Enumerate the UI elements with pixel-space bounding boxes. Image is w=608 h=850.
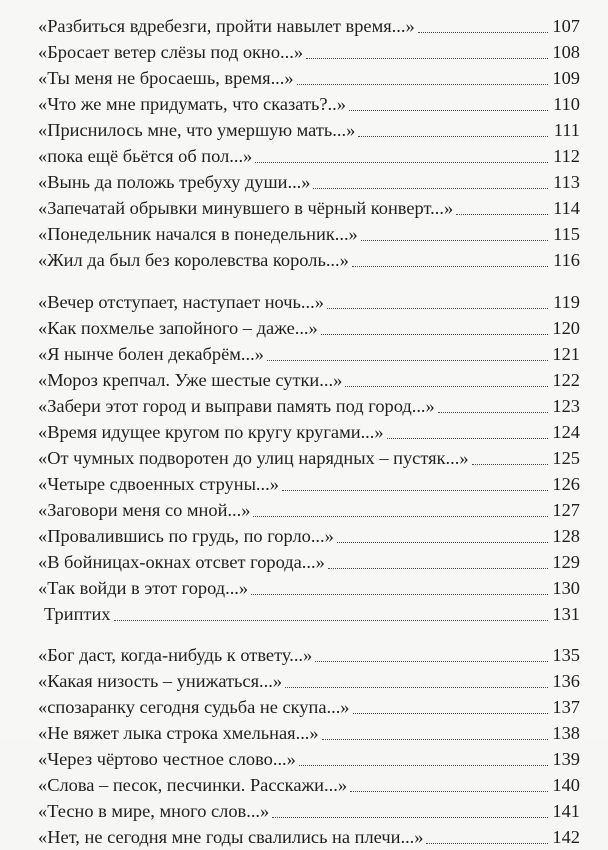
toc-entry-title: «Тесно в мире, много слов...» [38, 801, 270, 821]
toc-entry[interactable] [38, 445, 580, 471]
toc-entry[interactable] [38, 668, 580, 694]
toc-entry-page: 110 [553, 94, 580, 114]
toc-entry-title: «От чумных подворотен до улиц нарядных – пустяк...» [38, 448, 469, 468]
toc-entry-title: «Разбиться вдребезги, пройти навылет время...» [38, 16, 415, 36]
toc-entry-page: 107 [552, 16, 580, 36]
toc-entry[interactable] [38, 549, 580, 575]
toc-entry-title: «спозаранку сегодня судьба не скупа...» [38, 697, 350, 717]
group-spacer [38, 627, 580, 642]
dot-leader [297, 84, 548, 85]
toc-entry[interactable] [38, 143, 580, 169]
toc-entry-title: «Так войди в этот город...» [38, 578, 249, 598]
toc-entry-page: 122 [552, 370, 580, 390]
dot-leader [313, 188, 548, 189]
toc-entry-page: 127 [552, 500, 580, 520]
dot-leader [114, 620, 549, 621]
toc-entry-page: 142 [552, 827, 580, 847]
toc-entry[interactable] [38, 13, 580, 39]
toc-entry-title: «Вынь да положь требуху души...» [38, 172, 311, 192]
toc-entry-page: 120 [552, 318, 580, 338]
toc-entry-title: «Вечер отступает, наступает ночь...» [38, 292, 324, 312]
dot-leader [418, 32, 548, 33]
dot-leader [361, 240, 548, 241]
dot-leader [272, 817, 548, 818]
toc-group-1 [38, 13, 580, 273]
toc-entry-page: 138 [552, 723, 580, 743]
toc-entry[interactable] [38, 65, 580, 91]
toc-entry-page: 141 [552, 801, 580, 821]
dot-leader [345, 386, 548, 387]
dot-leader [349, 110, 548, 111]
toc-entry-title: «пока ещё бьётся об пол...» [38, 146, 253, 166]
toc-entry-title: «В бойницах-окнах отсвет города...» [38, 552, 325, 572]
dot-leader [353, 713, 549, 714]
toc-entry-page: 121 [552, 344, 580, 364]
toc-entry-title: «Нет, не сегодня мне годы свалились на плечи...» [38, 827, 424, 847]
toc-entry-title: «Жил да был без королевства король...» [38, 250, 349, 270]
toc-entry-page: 114 [553, 198, 580, 218]
toc-entry-page: 126 [552, 474, 580, 494]
toc-entry-title: «Я нынче болен декабрём...» [38, 344, 264, 364]
toc-entry[interactable] [38, 393, 580, 419]
toc-entry[interactable] [38, 195, 580, 221]
toc-entry-title: «Слова – песок, песчинки. Расскажи...» [38, 775, 348, 795]
toc-entry[interactable] [38, 419, 580, 445]
toc-entry-page: 109 [552, 68, 580, 88]
toc-entry-title: «Провалившись по грудь, по горло...» [38, 526, 334, 546]
toc-entry-page: 130 [552, 578, 580, 598]
dot-leader [253, 516, 548, 517]
toc-entry[interactable] [38, 471, 580, 497]
toc-entry-title: «Приснилось мне, что умершую мать...» [38, 120, 356, 140]
toc-entry[interactable] [38, 169, 580, 195]
dot-leader [285, 687, 548, 688]
toc-entry-page: 136 [552, 671, 580, 691]
toc-entry-page: 113 [553, 172, 580, 192]
dot-leader [255, 162, 548, 163]
toc-entry-title: «Бог даст, когда-нибудь к ответу...» [38, 645, 313, 665]
toc-entry-title: «Время идущее кругом по кругу кругами...» [38, 422, 384, 442]
toc-entry-title: «Через чёртово честное слово...» [38, 749, 296, 769]
toc-entry[interactable] [38, 772, 580, 798]
toc-entry-page: 115 [553, 224, 580, 244]
dot-leader [472, 464, 548, 465]
toc-entry-page: 116 [553, 250, 580, 270]
toc-entry[interactable] [38, 746, 580, 772]
toc-group-3 [38, 642, 580, 850]
toc-entry-title: «Не вяжет лыка строка хмельная...» [38, 723, 319, 743]
toc-entry-page: 137 [552, 697, 580, 717]
table-of-contents [38, 13, 580, 850]
dot-leader [327, 308, 548, 309]
toc-entry[interactable] [38, 575, 580, 601]
dot-leader [328, 568, 548, 569]
toc-entry[interactable] [38, 247, 580, 273]
toc-entry-title: «Четыре сдвоенных струны...» [38, 474, 279, 494]
toc-entry-page: 128 [552, 526, 580, 546]
toc-entry[interactable] [38, 117, 580, 143]
dot-leader [315, 661, 548, 662]
toc-entry[interactable] [38, 315, 580, 341]
dot-leader [337, 542, 548, 543]
toc-entry[interactable] [38, 601, 580, 627]
dot-leader [306, 58, 548, 59]
toc-group-2 [38, 289, 580, 627]
toc-entry-title: «Ты меня не бросаешь, время...» [38, 68, 294, 88]
toc-entry[interactable] [38, 497, 580, 523]
toc-entry[interactable] [38, 39, 580, 65]
toc-entry[interactable] [38, 289, 580, 315]
toc-entry-title: «Как похмелье запойного – даже...» [38, 318, 318, 338]
toc-entry[interactable] [38, 694, 580, 720]
toc-entry[interactable] [38, 341, 580, 367]
toc-entry-title: «Бросает ветер слёзы под окно...» [38, 42, 304, 62]
toc-entry-page: 135 [552, 645, 580, 665]
toc-entry[interactable] [38, 642, 580, 668]
toc-entry-title: «Запечатай обрывки минувшего в чёрный конверт...» [38, 198, 454, 218]
toc-entry-title: «Забери этот город и выправи память под город...» [38, 396, 435, 416]
toc-entry-title: «Мороз крепчал. Уже шестые сутки...» [38, 370, 343, 390]
toc-entry-title: «Заговори меня со мной...» [38, 500, 251, 520]
dot-leader [426, 843, 548, 844]
toc-entry-title: «Понедельник начался в понедельник...» [38, 224, 358, 244]
group-spacer [38, 273, 580, 289]
toc-entry-page: 123 [552, 396, 580, 416]
toc-entry-page: 125 [552, 448, 580, 468]
dot-leader [358, 136, 548, 137]
toc-entry[interactable] [38, 523, 580, 549]
dot-leader [267, 360, 548, 361]
toc-entry-page: 139 [552, 749, 580, 769]
dot-leader [438, 412, 548, 413]
toc-entry-title: «Какая низость – унижаться...» [38, 671, 283, 691]
toc-entry-page: 140 [552, 775, 580, 795]
dot-leader [352, 266, 548, 267]
dot-leader [321, 334, 548, 335]
dot-leader [251, 594, 548, 595]
toc-entry-page: 124 [552, 422, 580, 442]
toc-entry-page: 131 [552, 604, 580, 624]
toc-entry-page: 111 [553, 120, 580, 140]
dot-leader [350, 791, 548, 792]
toc-entry[interactable] [38, 221, 580, 247]
toc-entry[interactable] [38, 720, 580, 746]
dot-leader [282, 490, 548, 491]
dot-leader [387, 438, 548, 439]
toc-entry[interactable] [38, 824, 580, 850]
toc-entry-page: 129 [552, 552, 580, 572]
toc-entry[interactable] [38, 798, 580, 824]
dot-leader [456, 214, 548, 215]
toc-entry-page: 119 [553, 292, 580, 312]
toc-entry-page: 108 [552, 42, 580, 62]
toc-entry-title: Триптих [44, 604, 111, 624]
dot-leader [299, 765, 548, 766]
dot-leader [322, 739, 548, 740]
toc-entry[interactable] [38, 367, 580, 393]
toc-entry[interactable] [38, 91, 580, 117]
toc-entry-page: 112 [553, 146, 580, 166]
toc-entry-title: «Что же мне придумать, что сказать?..» [38, 94, 346, 114]
